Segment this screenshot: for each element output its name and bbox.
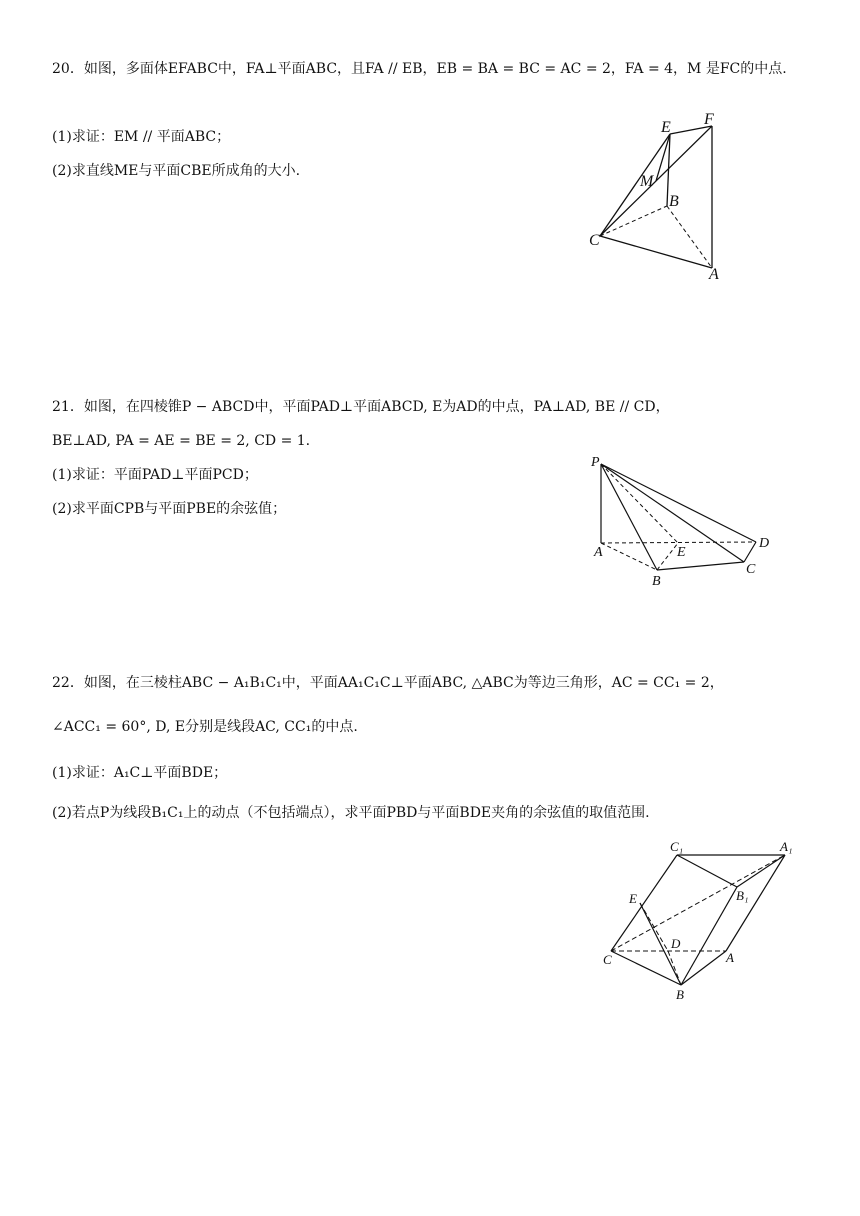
p20-part-2: (2)求直线ME与平面CBE所成角的大小. <box>52 163 301 179</box>
p21-part-1: (1)求证：平面PAD⊥平面PCD； <box>52 467 258 483</box>
label-p: P <box>591 455 600 470</box>
p21-given: BE⊥AD, PA = AE = BE = 2, CD = 1. <box>52 433 311 449</box>
label-c: C <box>589 232 600 249</box>
label-a1: A₁ <box>780 839 793 854</box>
figure-pyramid-pabcd <box>585 450 780 592</box>
label-f: F <box>704 111 714 128</box>
figure-polyhedron-efabc <box>585 108 725 283</box>
label-a: A <box>726 950 734 965</box>
label-b: B <box>652 574 661 589</box>
label-a: A <box>709 266 719 283</box>
p22-part-2: (2)若点P为线段B₁C₁上的动点（不包括端点），求平面PBD与平面BDE夹角的余弦值的取值范围. <box>52 805 650 821</box>
label-c1: C₁ <box>670 839 684 854</box>
label-b: B <box>669 193 679 210</box>
label-d: D <box>671 936 681 951</box>
label-c: C <box>603 952 612 967</box>
p22-stem: 22．如图，在三棱柱ABC − A₁B₁C₁中，平面AA₁C₁C⊥平面ABC, △ABC为等边三角形，AC = CC₁ = 2， <box>52 675 724 691</box>
p22-part-1: (1)求证：A₁C⊥平面BDE； <box>52 765 228 781</box>
label-m: M <box>640 173 654 190</box>
label-a: A <box>594 545 603 560</box>
label-b: B <box>676 987 684 1002</box>
label-c: C <box>746 562 756 577</box>
p20-part-1: (1)求证：EM // 平面ABC； <box>52 129 231 145</box>
p21-part-2: (2)求平面CPB与平面PBE的余弦值； <box>52 501 287 517</box>
label-e: E <box>661 119 671 136</box>
p22-given: ∠ACC₁ = 60°, D, E分别是线段AC, CC₁的中点. <box>52 719 358 735</box>
label-b1: B₁ <box>736 888 749 903</box>
label-d: D <box>759 536 770 551</box>
figure-prism-abc-a1b1c1 <box>598 835 804 1005</box>
p20-stem: 20．如图，多面体EFABC中，FA⊥平面ABC，且FA // EB，EB = BA = BC = AC = 2，FA = 4，M 是FC的中点. <box>52 61 787 77</box>
label-e: E <box>629 891 637 906</box>
label-e: E <box>677 545 686 560</box>
p21-stem: 21．如图，在四棱锥P − ABCD中，平面PAD⊥平面ABCD, E为AD的中点，PA⊥AD, BE // CD， <box>52 399 670 415</box>
